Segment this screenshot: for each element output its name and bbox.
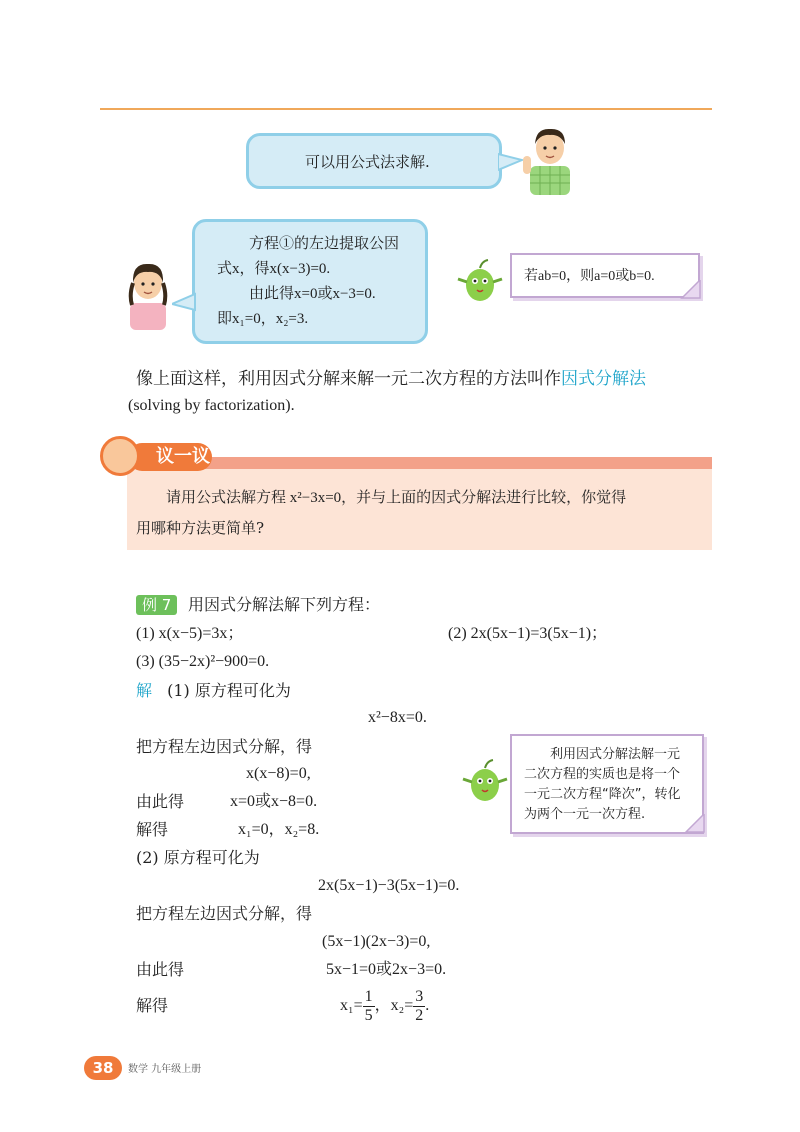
intro-text: 像上面这样，利用因式分解来解一元二次方程的方法叫作 bbox=[136, 369, 561, 389]
teacher-speech-bubble bbox=[246, 133, 502, 189]
solution-2-solved bbox=[340, 984, 429, 1028]
girl-speech-bubble bbox=[192, 219, 428, 344]
example-title: 用因式分解法解下列方程： bbox=[188, 595, 381, 614]
tip-note-box bbox=[510, 253, 700, 298]
girl-speech-line-2: 式x，得x(x−3)=0. bbox=[217, 261, 331, 277]
essence-note-line-3: 一元二次方程“降次”，转化 bbox=[524, 787, 681, 802]
essence-note-line-2: 二次方程的实质也是将一个 bbox=[524, 767, 681, 782]
discussion-tag: 议一议 bbox=[128, 443, 212, 471]
fraction-numerator: 3 bbox=[415, 987, 424, 1005]
solution-1-solved: x₁=0，x₂=8. bbox=[238, 821, 320, 838]
discussion-line-1: 请用公式法解方程 x²−3x=0，并与上面的因式分解法进行比较，你觉得 bbox=[166, 490, 627, 506]
solution-2-end: . bbox=[425, 997, 430, 1014]
fraction-denominator: 5 bbox=[364, 1006, 373, 1024]
essence-note-line-1: 利用因式分解法解一元 bbox=[550, 747, 681, 762]
term-factorization-method: 因式分解法 bbox=[561, 369, 646, 389]
solution-2-x1-lhs: x₁= bbox=[340, 997, 363, 1014]
fraction-one-fifth bbox=[363, 988, 375, 1025]
solution-1-hence: x=0或x−8=0. bbox=[230, 793, 318, 810]
solution-1-solved-label: 解得 bbox=[136, 820, 169, 839]
solution-block-1 bbox=[136, 681, 291, 701]
fraction-numerator: 1 bbox=[364, 987, 373, 1005]
solution-1-intro: (1) 原方程可化为 bbox=[167, 681, 291, 700]
solution-2-intro: (2) 原方程可化为 bbox=[136, 848, 260, 867]
page-number: 38 bbox=[84, 1056, 122, 1080]
solution-2-factor-text: 把方程左边因式分解，得 bbox=[136, 904, 313, 923]
solution-1-factored: x(x−8)=0, bbox=[246, 765, 311, 782]
essence-note-box bbox=[510, 734, 704, 834]
solution-1-hence-label: 由此得 bbox=[136, 792, 185, 811]
note-page-curl-icon bbox=[680, 280, 702, 300]
example-problem-2: (2) 2x(5x−1)=3(5x−1)； bbox=[448, 625, 608, 642]
mascot-gourd-icon bbox=[460, 755, 510, 805]
discussion-people-icon bbox=[100, 436, 140, 476]
girl-illustration bbox=[120, 255, 176, 330]
solution-2-solved-label: 解得 bbox=[136, 996, 169, 1015]
example-label: 例 7 bbox=[136, 595, 177, 615]
girl-speech-line-4: 即x₁=0，x₂=3. bbox=[217, 311, 309, 327]
solution-2-separator: ，x₂= bbox=[374, 997, 414, 1014]
solution-1-equation: x²−8x=0. bbox=[368, 709, 427, 726]
fraction-three-halves bbox=[413, 988, 425, 1025]
header-rule bbox=[100, 108, 712, 110]
solution-label: 解 bbox=[136, 681, 153, 700]
intro-line-1 bbox=[136, 368, 646, 390]
essence-note-line-4: 为两个一元一次方程. bbox=[524, 807, 646, 822]
intro-line-2: (solving by factorization). bbox=[128, 397, 295, 414]
tip-note-text: 若ab=0，则a=0或b=0. bbox=[524, 269, 655, 284]
teacher-boy-illustration bbox=[520, 120, 580, 195]
girl-speech-line-1: 方程①的左边提取公因 bbox=[249, 236, 400, 252]
fraction-denominator: 2 bbox=[415, 1006, 424, 1024]
solution-2-equation: 2x(5x−1)−3(5x−1)=0. bbox=[318, 877, 460, 894]
example-problem-1: (1) x(x−5)=3x； bbox=[136, 625, 244, 642]
solution-2-factored: (5x−1)(2x−3)=0, bbox=[322, 933, 431, 950]
solution-1-factor-text: 把方程左边因式分解，得 bbox=[136, 737, 313, 756]
example-problem-3: (3) (35−2x)²−900=0. bbox=[136, 653, 270, 670]
discussion-line-2: 用哪种方法更简单? bbox=[136, 519, 265, 537]
solution-2-hence: 5x−1=0或2x−3=0. bbox=[326, 961, 447, 978]
teacher-speech-text: 可以用公式法求解. bbox=[305, 153, 430, 171]
solution-2-hence-label: 由此得 bbox=[136, 960, 185, 979]
note-page-curl-icon bbox=[684, 814, 706, 834]
book-title: 数学 九年级上册 bbox=[128, 1064, 202, 1075]
mascot-gourd-icon bbox=[455, 255, 505, 305]
discussion-header-band bbox=[190, 457, 712, 469]
girl-speech-line-3: 由此得x=0或x−3=0. bbox=[249, 286, 376, 302]
